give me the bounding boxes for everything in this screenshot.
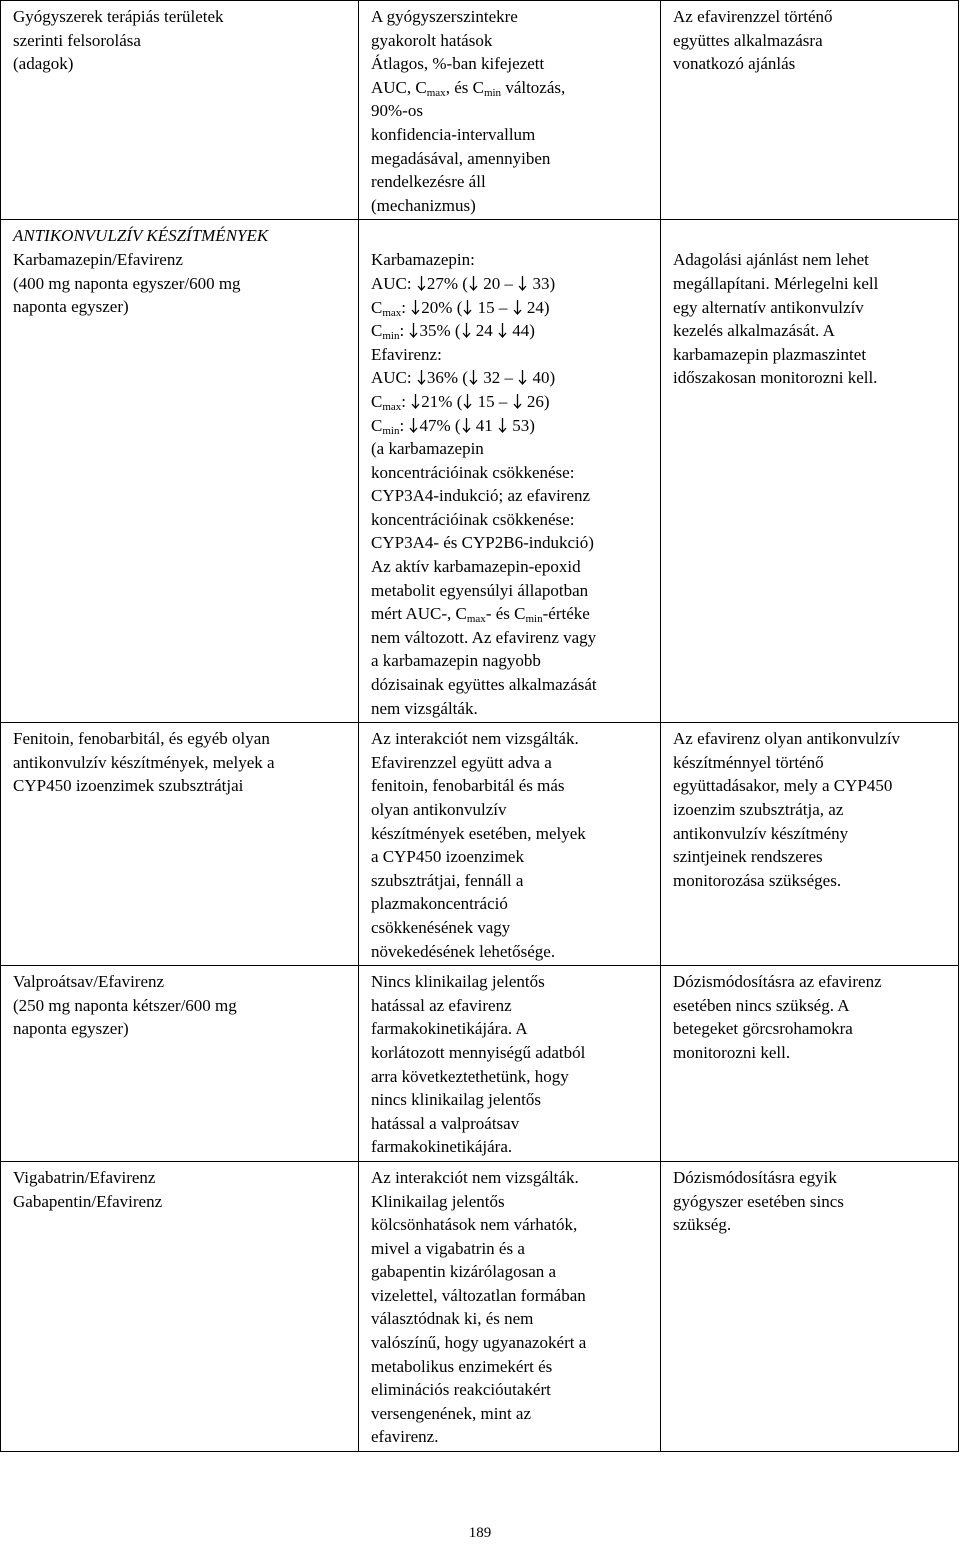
effect-line: AUC: 36% ( 32 – 40) [371,366,652,390]
down-arrow-icon [410,390,421,414]
header-rec-line: vonatkozó ajánlás [673,54,796,74]
percent: 20% [421,297,453,317]
rec-line: kezelés alkalmazását. A [673,321,835,341]
effect-line: versengenének, mint az [371,1403,532,1423]
drug-cell [1,966,359,1162]
drug-line: (400 mg naponta egyszer/600 mg [13,273,241,293]
text: - és C [485,604,526,624]
subscript: max [382,400,402,413]
drug-line: naponta egyszer) [13,297,129,317]
rec-line: betegeket görcsrohamokra [673,1019,853,1039]
effect-line: eliminációs reakcióutakért [371,1380,551,1400]
subscript: min [525,613,543,626]
effect-line: nem vizsgálták. [371,698,478,718]
effect-line: valószínű, hogy ugyanazokért a [371,1333,587,1353]
effect-line: gabapentin kizárólagosan a [371,1262,557,1282]
effect-line: fenitoin, fenobarbitál és más [371,776,565,796]
subscript: max [426,86,446,99]
effect-line: a karbamazepin nagyobb [371,651,541,671]
rec-line: időszakosan monitorozni kell. [673,368,878,388]
effect-cell [359,1161,661,1451]
header-effects [359,1,661,220]
drug-line: CYP450 izoenzimek szubsztrátjai [13,776,244,796]
down-arrow-icon [468,366,479,390]
header-drugs-line: szerinti felsorolása [13,30,141,50]
down-arrow-icon [416,366,427,390]
header-effects-line: (mechanizmus) [371,195,476,215]
recommendation-cell [661,966,959,1162]
down-arrow-icon [408,319,419,343]
down-arrow-icon [408,414,419,438]
effect-line: mivel a vigabatrin és a [371,1238,525,1258]
effect-line: (a karbamazepin [371,439,484,459]
rec-line: karbamazepin plazmaszintet [673,344,867,364]
effect-line: csökkenésének vagy [371,917,511,937]
percent: 21% [421,391,453,411]
subscript: min [382,424,400,437]
ci-high: 40 [532,368,550,388]
effect-line: AUC: 27% ( 20 – 33) [371,272,652,296]
percent: 36% [426,368,459,388]
rec-line: monitorozása szükséges. [673,870,842,890]
down-arrow-icon [468,272,479,296]
effect-line: $C_{min}$: 35% ( 24 44) [371,321,535,343]
drug-line: Fenitoin, fenobarbitál, és egyéb olyan [13,729,270,749]
ci-high: 33 [532,273,550,293]
effect-line: koncentrációinak csökkenése: [371,509,575,529]
header-rec-line: Az efavirenzzel történő [673,7,833,26]
header-drugs-line: (adagok) [13,54,74,74]
text: C [371,321,383,341]
effect-cell [359,220,661,723]
effect-line: efavirenz. [371,1427,439,1447]
effect-line: $C_{max}$: 20% ( 15 – 24) [371,297,550,319]
table-row-vigabatrin [1,1161,959,1451]
text: mért AUC-, C [371,604,467,624]
header-drugs [1,1,359,220]
ci-low: 41 [475,415,493,435]
subscript: min [483,86,502,99]
effect-line: növekedésének lehetősége. [371,941,556,961]
rec-line: Adagolási ajánlást nem lehet [673,250,869,270]
rec-line: gyógyszer esetében sincs [673,1191,844,1211]
rec-line: esetében nincs szükség. A [673,995,850,1015]
header-effects-line: gyakorolt hatások [371,30,493,50]
rec-line: készítménnyel történő [673,752,824,772]
text: -értéke [542,604,590,624]
effect-line: koncentrációinak csökkenése: [371,462,575,482]
percent: 27% [426,273,459,293]
ci-high: 53 [512,415,530,435]
rec-line: Az efavirenz olyan antikonvulzív [673,729,901,749]
effect-line: választódnak ki, és nem [371,1309,534,1329]
effect-line: olyan antikonvulzív [371,800,507,819]
effect-line: korlátozott mennyiségű adatból [371,1042,586,1062]
effect-line: CYP3A4-indukció; az efavirenz [371,486,591,506]
effect-cell [359,723,661,966]
rec-line: szükség. [673,1215,732,1235]
drug-cell [1,1161,359,1451]
header-rec-line: együttes alkalmazásra [673,30,823,50]
header-effects-line: 90%-os [371,101,423,121]
ci-low: 15 [477,297,495,317]
effect-line: arra következtethetünk, hogy [371,1066,569,1086]
text: C [371,297,383,317]
effect-line: készítmények esetében, melyek [371,823,586,843]
recommendation-cell [661,1161,959,1451]
rec-line: monitorozni kell. [673,1042,791,1062]
header-recommendation [661,1,959,220]
subscript: max [382,306,402,319]
effect-line: nem változott. Az efavirenz vagy [371,627,597,647]
ci-low: 15 [477,391,495,411]
effect-line: Karbamazepin: [371,250,475,270]
effect-cell [359,966,661,1162]
effect-line: farmakokinetikájára. [371,1137,513,1157]
rec-line: egy alternatív antikonvulzív [673,297,864,317]
down-arrow-icon [512,296,523,320]
down-arrow-icon [461,414,472,438]
down-arrow-icon [517,366,528,390]
effect-line: hatással a valproátsav [371,1113,520,1133]
down-arrow-icon [410,296,421,320]
header-effects-line: rendelkezésre áll [371,172,486,192]
text: AUC: [371,368,412,388]
rec-line: izoenzim szubsztrátja, az [673,800,844,819]
header-effects-line: A gyógyszerszintekre [371,7,518,26]
text: változás, [501,77,566,97]
text: C [371,391,383,411]
effect-line: Az aktív karbamazepin-epoxid [371,557,581,577]
effect-line: farmakokinetikájára. A [371,1019,528,1039]
ci-low: 32 [483,368,501,388]
table-row-karbamazepin [1,220,959,723]
ci-low: 20 [483,273,501,293]
down-arrow-icon [512,390,523,414]
down-arrow-icon [462,390,473,414]
effect-line: Efavirenzzel együtt adva a [371,752,552,772]
effect-line: metabolit egyensúlyi állapotban [371,580,589,600]
rec-line: megállapítani. Mérlegelni kell [673,273,879,293]
recommendation-cell [661,723,959,966]
header-effects-line: konfidencia-intervallum [371,124,536,144]
header-effects-line: megadásával, amennyiben [371,148,551,168]
percent: 35% [419,321,451,341]
drug-line: Valproátsav/Efavirenz [13,972,165,992]
down-arrow-icon [462,296,473,320]
text: , és C [445,77,484,97]
down-arrow-icon [461,319,472,343]
effect-line: Az interakciót nem vizsgálták. [371,729,579,749]
rec-line: Dózismódosításra az efavirenz [673,972,882,992]
effect-line: Efavirenz: [371,344,442,364]
effect-line: plazmakoncentráció [371,894,508,914]
drug-line: Gabapentin/Efavirenz [13,1191,163,1211]
header-effects-line: Átlagos, %-ban kifejezett [371,54,545,74]
effect-line: CYP3A4- és CYP2B6-indukció) [371,533,594,553]
effect-line: nincs klinikailag jelentős [371,1090,541,1110]
effect-line: Az interakciót nem vizsgálták. [371,1167,579,1187]
table-row-fenitoin [1,723,959,966]
drug-line: (250 mg naponta kétszer/600 mg [13,995,237,1015]
header-effects-line [371,76,652,100]
drug-line: naponta egyszer) [13,1019,129,1039]
section-title: ANTIKONVULZÍV KÉSZÍTMÉNYEK [13,226,269,246]
header-row [1,1,959,220]
table-row-valproatsav [1,966,959,1162]
effect-line: kölcsönhatások nem várhatók, [371,1215,578,1235]
text: AUC, C [371,77,427,97]
rec-line: szintjeinek rendszeres [673,847,823,867]
down-arrow-icon [517,272,528,296]
ci-high: 24 [526,297,544,317]
effect-line: vizelettel, változatlan formában [371,1285,586,1305]
drug-line: Karbamazepin/Efavirenz [13,249,183,269]
down-arrow-icon [416,272,427,296]
effect-line: Klinikailag jelentős [371,1191,505,1211]
drug-line: antikonvulzív készítmények, melyek a [13,752,275,772]
drug-line: Vigabatrin/Efavirenz [13,1167,156,1187]
effect-line [371,602,652,626]
effect-line: hatással az efavirenz [371,995,512,1015]
rec-line: antikonvulzív készítmény [673,823,849,843]
rec-line: Dózismódosításra egyik [673,1167,837,1187]
effect-line: Nincs klinikailag jelentős [371,972,545,992]
rec-line: együttadásakor, mely a CYP450 [673,776,893,796]
effect-line: $C_{max}$: 21% ( 15 – 26) [371,391,550,413]
effect-line: metabolikus enzimekért és [371,1356,553,1376]
down-arrow-icon [497,319,508,343]
text: AUC: [371,273,412,293]
recommendation-cell [661,220,959,723]
percent: 47% [419,415,451,435]
effect-line: $C_{min}$: 47% ( 41 53) [371,415,535,437]
header-drugs-line: Gyógyszerek terápiás területek [13,7,224,26]
drug-cell [1,220,359,723]
down-arrow-icon [497,414,508,438]
text: C [371,415,383,435]
effect-line: a CYP450 izoenzimek [371,847,524,867]
drug-cell [1,723,359,966]
ci-low: 24 [475,321,493,341]
effect-line: dózisainak együttes alkalmazását [371,675,597,695]
ci-high: 44 [512,321,530,341]
effect-line: szubsztrátjai, fennáll a [371,870,524,890]
page-number: 189 [468,1525,492,1541]
subscript: min [382,330,400,343]
ci-high: 26 [526,391,544,411]
subscript: max [466,613,486,626]
